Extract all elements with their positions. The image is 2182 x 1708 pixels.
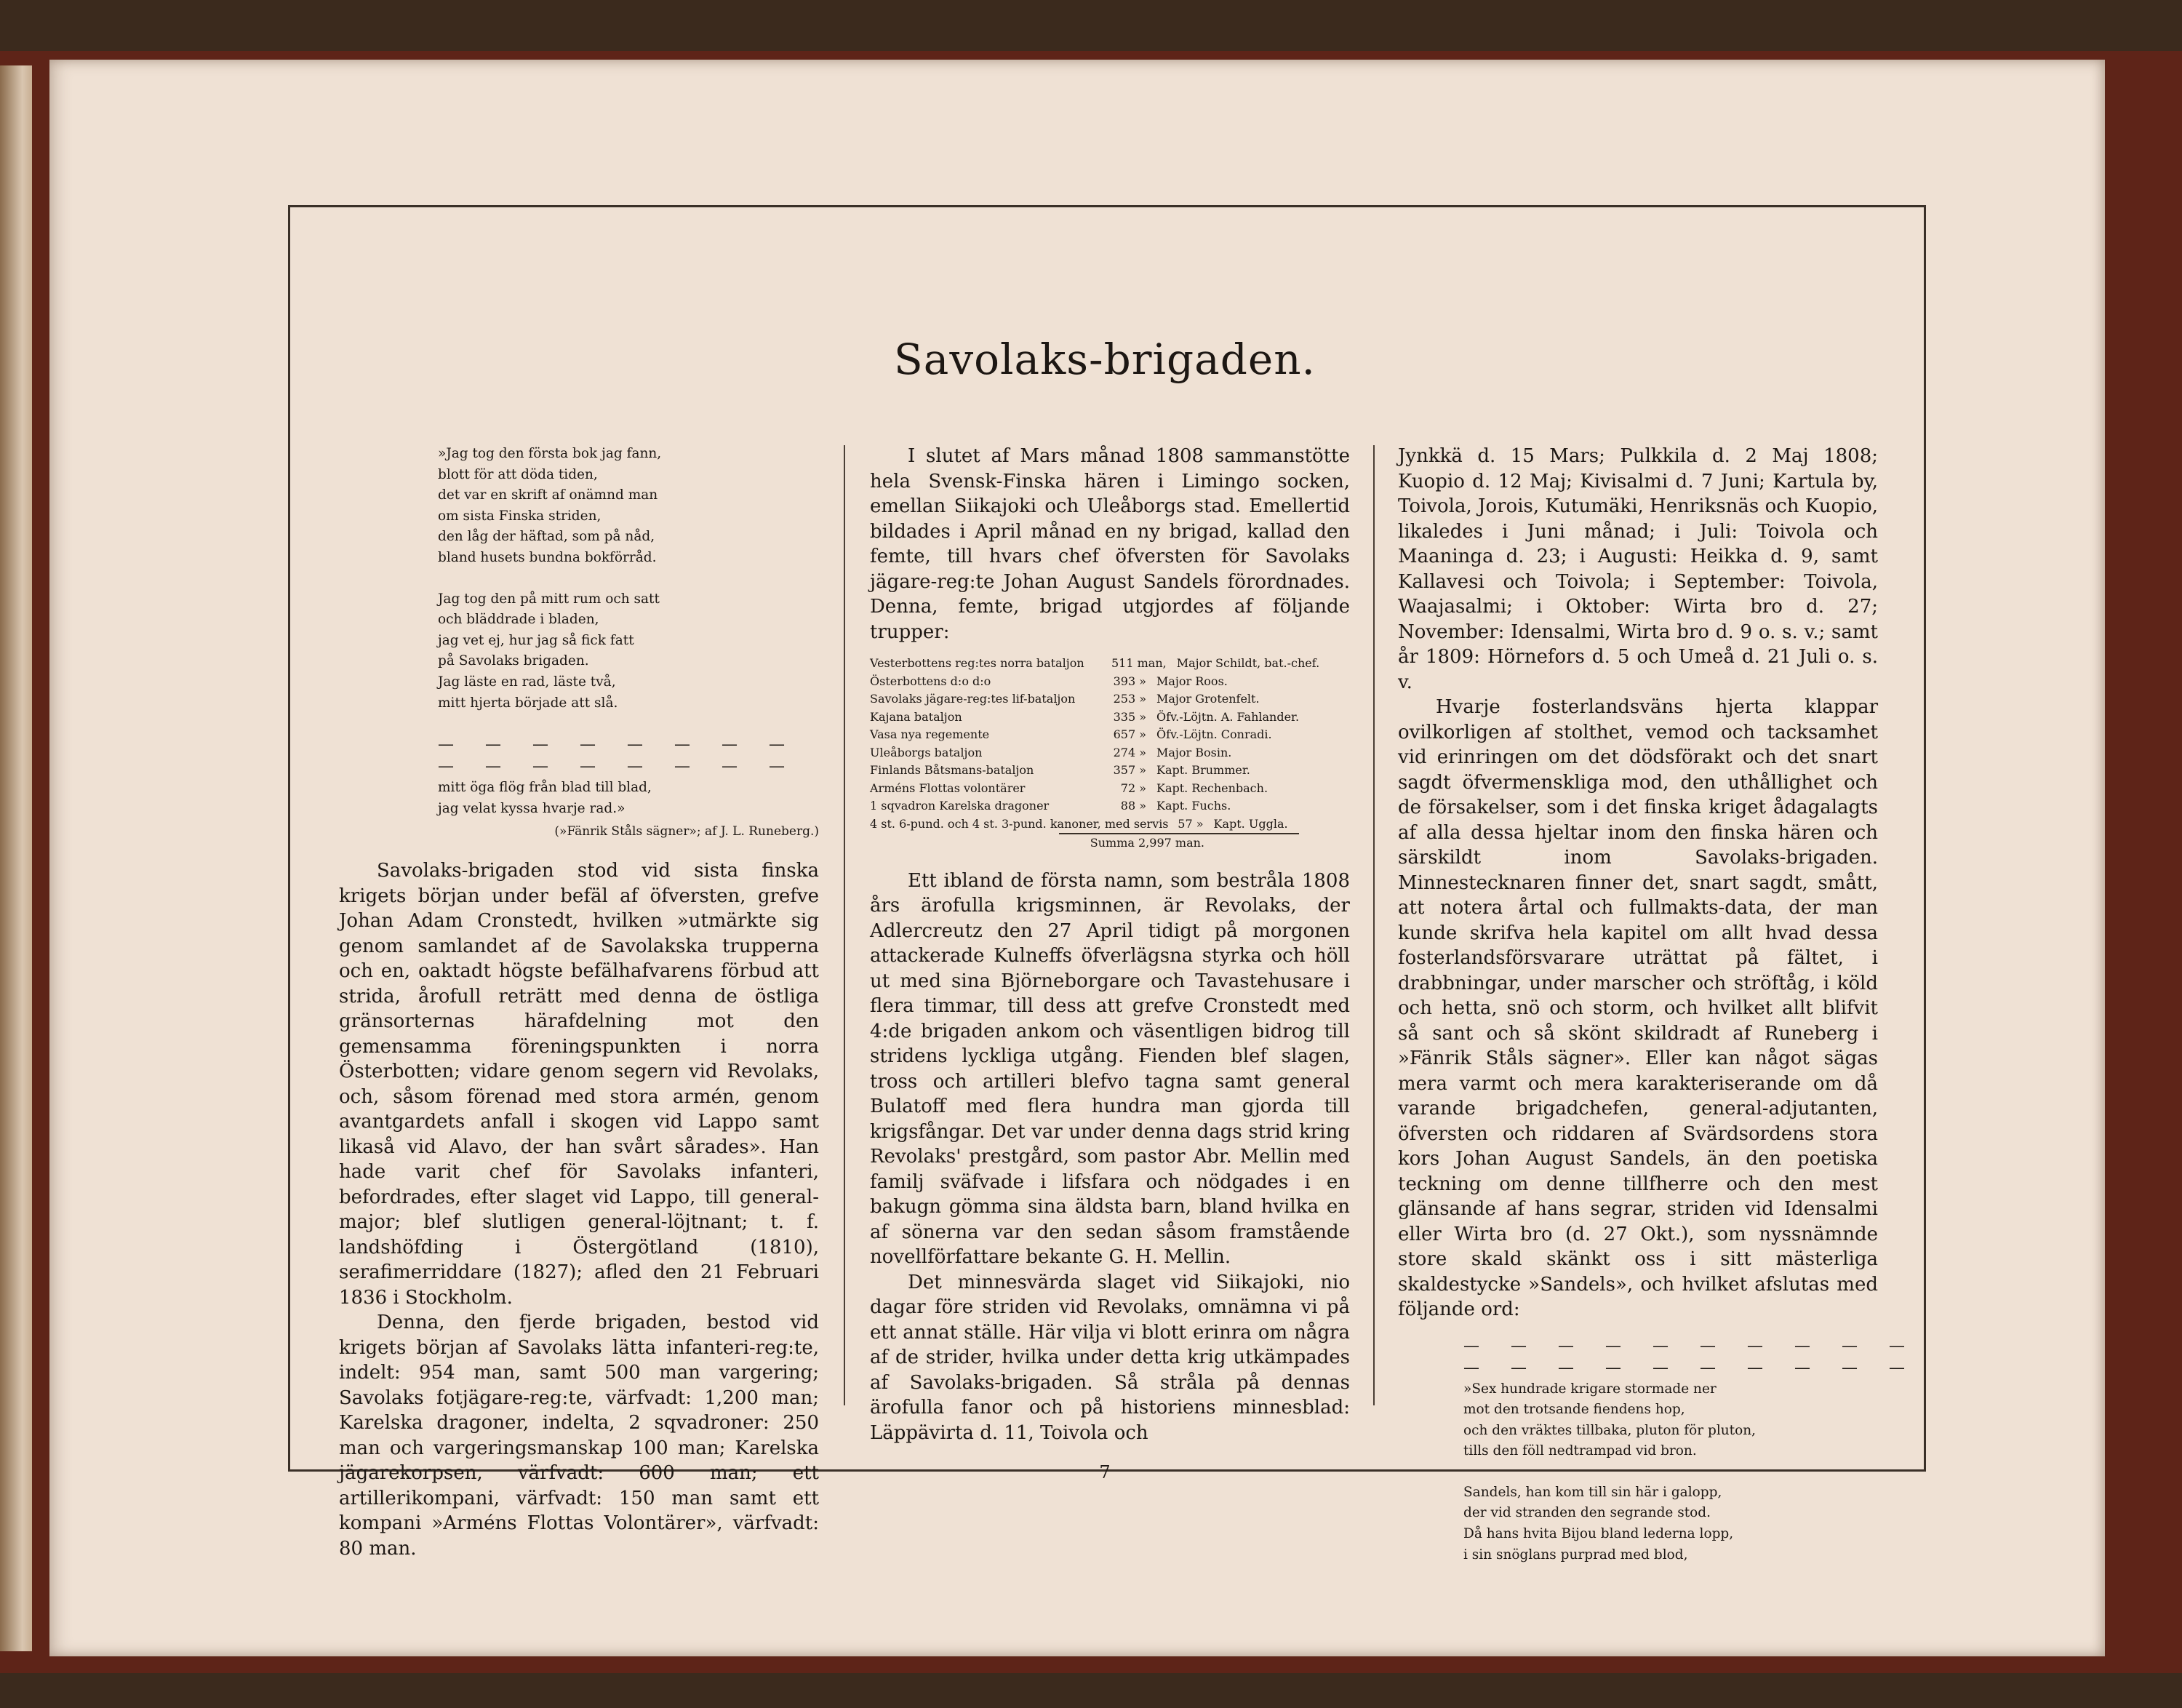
poem-line: blott för att döda tiden, bbox=[438, 466, 598, 482]
troop-commander: Major Roos. bbox=[1156, 674, 1228, 688]
poem-line: der vid stranden den segrande stod. bbox=[1463, 1505, 1711, 1521]
troop-commander: Öfv.-Löjtn. Conradi. bbox=[1156, 727, 1272, 741]
poem-line: om sista Finska striden, bbox=[438, 508, 602, 524]
poem-line: »Sex hundrade krigare stormade ner bbox=[1463, 1381, 1717, 1397]
troop-count: 335 » bbox=[1113, 709, 1146, 724]
poem-line: på Savolaks brigaden. bbox=[438, 653, 589, 669]
troop-row bbox=[870, 797, 1350, 815]
poem-line: mitt öga flög från blad till blad, bbox=[438, 780, 652, 796]
ellipsis-dashes: — — — — — — — — bbox=[438, 757, 798, 776]
troop-unit: Kajana bataljon bbox=[870, 709, 962, 724]
troop-commander: Öfv.-Löjtn. A. Fahlander. bbox=[1156, 709, 1300, 724]
poem-line: Då hans hvita Bijou bland lederna lopp, bbox=[1463, 1526, 1734, 1542]
troop-unit: Uleåborgs bataljon bbox=[870, 745, 983, 759]
column-1 bbox=[339, 444, 819, 1561]
poem-line: Jag läste en rad, läste två, bbox=[438, 674, 616, 690]
troop-row bbox=[870, 744, 1350, 762]
troop-commander: Major Schildt, bat.-chef. bbox=[1176, 656, 1320, 670]
troop-row bbox=[870, 690, 1350, 709]
troop-count: 57 » bbox=[1178, 816, 1204, 831]
troop-row bbox=[870, 815, 1350, 834]
troop-row bbox=[870, 709, 1350, 727]
troop-row bbox=[870, 762, 1350, 780]
column-rule bbox=[844, 445, 845, 1405]
troop-sum: Summa 2,997 man. bbox=[1059, 833, 1299, 853]
paragraph: Jynkkä d. 15 Mars; Pulkkila d. 2 Maj 1808; Kuopio d. 12 Maj; Kivisalmi d. 7 Juni; Kartula by, Toivola, Jorois, Kutumäki, Henriksnäs och Kuopio, likaledes i Juni månad; i Juli: Toivola och Maaninga d. 23; i Augusti: Heikka d. 9, samt Kallavesi och Toivola; i September: Toivola, Waajasalmi; i Oktober: Wirta bro d. 27; November: Idensalmi, Wirta bro d. 9 o. s. v.; samt år 1809: Hörnefors d. 5 och Umeå d. 21 Juli o. s. v. bbox=[1398, 445, 1878, 693]
stanza-gap bbox=[438, 714, 819, 734]
poem-line: »Jag tog den första bok jag fann, bbox=[438, 446, 662, 461]
troop-count: 274 » bbox=[1113, 745, 1146, 759]
troop-unit: Vesterbottens reg:tes norra bataljon bbox=[870, 656, 1084, 670]
poem-line: Jag tog den på mitt rum och satt bbox=[438, 591, 660, 607]
poem-line: mitt hjerta började att slå. bbox=[438, 695, 618, 711]
troop-commander: Kapt. Uggla. bbox=[1213, 816, 1288, 831]
poem-line: bland husets bundna bokförråd. bbox=[438, 549, 657, 565]
troop-row bbox=[870, 673, 1350, 691]
troop-row bbox=[870, 655, 1350, 673]
poem-line: och den vräktes tillbaka, pluton för pluton, bbox=[1463, 1422, 1757, 1438]
troop-commander: Kapt. Rechenbach. bbox=[1156, 781, 1268, 795]
paragraph: Hvarje fosterlandsväns hjerta klappar ovilkorligen af stolthet, vemod och tacksamhet vid erinringen om det dödsförakt och det snart sagdt öfvermenskliga mod, den uthållighet och de försakelser, som i det finska kriget ådagalagts af alla dessa hjeltar inom den finska hären och särskildt inom Savolaks-brigaden. Minnestecknaren finner det, snart sagdt, smått, att notera årtal och fullmakts-data, der man kunde skrifva hela kapitel om allt hvad dessa fosterlandsförsvarare uträttat på fältet, i drabbningar, under marscher och ströftåg, i köld och hetta, snö och storm, och hvilket allt blifvit så sant och så skönt skildradt af Runeberg i »Fänrik Ståls sägner». Eller kan något sägas mera varmt och mera karakteriserande om då varande brigadchefen, general-adjutanten, öfversten och riddaren af Svärdsordens stora kors Johan August Sandels, än den poetiska teckning om denne tillfherre och den mest glänsande af hans segrar, striden vid Idensalmi eller Wirta bro (d. 27 Okt.), som nyssnämnde store skald skänkt oss i sitt mästerliga skaldestycke »Sandels», och hvilket afslutas med följande ord: bbox=[1398, 696, 1878, 1320]
poem-line: den låg der häftad, som på nåd, bbox=[438, 529, 655, 545]
troop-unit: 4 st. 6-pund. och 4 st. 3-pund. kanoner, med servis bbox=[870, 816, 1169, 831]
poem-line: tills den föll nedtrampad vid bron. bbox=[1463, 1443, 1697, 1459]
poem-line: Sandels, han kom till sin här i galopp, bbox=[1463, 1484, 1722, 1500]
column-2 bbox=[870, 444, 1350, 1445]
troop-commander: Major Grotenfelt. bbox=[1156, 692, 1260, 706]
column-rule bbox=[1373, 445, 1375, 1405]
troop-row bbox=[870, 780, 1350, 798]
ellipsis-dashes: — — — — — — — — — — bbox=[1463, 1336, 1918, 1355]
troop-commander: Major Bosin. bbox=[1156, 745, 1232, 759]
troop-count: 393 » bbox=[1113, 674, 1146, 688]
poem-line: i sin snöglans purprad med blod, bbox=[1463, 1547, 1688, 1563]
column-3 bbox=[1398, 444, 1918, 1565]
troop-unit: Arméns Flottas volontärer bbox=[870, 781, 1026, 795]
poem-line: det var en skrift af onämnd man bbox=[438, 487, 658, 503]
troop-row bbox=[870, 726, 1350, 744]
troop-commander: Kapt. Brummer. bbox=[1156, 763, 1250, 777]
poem-line: och bläddrade i bladen, bbox=[438, 612, 599, 628]
paragraph: Denna, den fjerde brigaden, bestod vid krigets början af Savolaks lätta infanteri-reg:te, indelt: 954 man, samt 500 man vargering; Savolaks fotjägare-reg:te, värfvadt: 1,200 man; Karelska dragoner, indelta, 2 sqvadroner: 250 man och vargeringsmanskap 100 man; Karelska jägarekorpsen, värfvadt: 600 man; ett artillerikompani, värfvadt: 150 man samt ett kompani »Arméns Flottas Volontärer», värfvadt: 80 man. bbox=[339, 1312, 819, 1560]
troop-count: 88 » bbox=[1120, 799, 1146, 813]
troop-unit: 1 sqvadron Karelska dragoner bbox=[870, 799, 1050, 813]
paragraph: Savolaks-brigaden stod vid sista finska krigets början under befäl af öfversten, grefve Johan Adam Cronstedt, hvilken »utmärkte sig genom samlandet af de Savolakska trupperna och en, oaktadt högste befälhafvarens förbud att strida, årofull reträtt med denna de östliga gränsorternas härafdelning mot den gemensamma föreningspunkten i norra Österbotten; vidare genom segern vid Revolaks, och, såsom förenad med stora armén, genom avantgardets anfall i skogen vid Lappo samt likaså vid Alavo, der han svårt sårades». Han hade varit chef för Savolaks infanteri, befordrades, efter slaget vid Lappo, till general-major; blef slutligen general-löjtnant; t. f. landshöfding i Östergötland (1810), serafimerriddare (1827); afled den 21 Februari 1836 i Stockholm. bbox=[339, 860, 819, 1309]
left-page-edge bbox=[0, 65, 32, 1651]
poem-excerpt bbox=[1463, 1336, 1918, 1566]
troop-count: 72 » bbox=[1120, 781, 1146, 795]
poem-line: jag velat kyssa hvarje rad.» bbox=[438, 800, 626, 816]
paragraph: I slutet af Mars månad 1808 sammanstötte hela Svensk-Finska hären i Limingo socken, emellan Siikajoki och Uleåborgs stad. Emellertid bildades i April månad en ny brigad, kallad den femte, till hvars chef öfversten för Savolaks jägare-reg:te Johan August Sandels förordnades. Denna, femte, brigad utgjordes af följande trupper: bbox=[870, 445, 1350, 643]
troop-commander: Kapt. Fuchs. bbox=[1156, 799, 1231, 813]
poem-excerpt bbox=[438, 444, 819, 819]
paragraph: Ett ibland de första namn, som bestråla 1808 års ärofulla krigsminnen, är Revolaks, der Adlercreutz den 27 April tidigt på morgonen attackerade Kulneffs öfverlägsna styrka och höll ut med sina Björneborgare och Tavastehusare i flera timmar, till dess att grefve Cronstedt med 4:de brigaden ankom och väsentligen bidrog till stridens lyckliga utgång. Fienden blef slagen, tross och artilleri blefvo tagna samt general Bulatoff med flera hundra man gjorda till krigsfångar. Det var under denna dags strid kring Revolaks' prestgård, som pastor Abr. Mellin med familj sväfvade i lifsfara och nödgades i en bakugn gömma sina äldsta barn, bland hvilka en af sönerna var den sedan såsom framstående novellförfattare bekante G. H. Mellin. bbox=[870, 869, 1350, 1268]
troop-unit: Österbottens d:o d:o bbox=[870, 674, 991, 688]
page-title: Savolaks-brigaden. bbox=[894, 335, 1316, 384]
troop-unit: Savolaks jägare-reg:tes lif-bataljon bbox=[870, 692, 1076, 706]
stanza-gap bbox=[438, 569, 819, 589]
troop-count: 511 man, bbox=[1111, 656, 1167, 670]
page-number: 7 bbox=[1099, 1462, 1111, 1482]
ellipsis-dashes: — — — — — — — — — — bbox=[1463, 1358, 1918, 1377]
troop-count: 657 » bbox=[1113, 727, 1146, 741]
troop-count: 253 » bbox=[1113, 692, 1146, 706]
ellipsis-dashes: — — — — — — — — bbox=[438, 735, 798, 754]
troop-unit: Finlands Båtsmans-bataljon bbox=[870, 763, 1034, 777]
poem-citation: (»Fänrik Ståls sägner»; af J. L. Runeberg.) bbox=[554, 824, 819, 839]
paragraph: Det minnesvärda slaget vid Siikajoki, nio dagar före striden vid Revolaks, omnämna vi på ett annat ställe. Här vilja vi blott erinra om några af de strider, hvilka under detta krig utkämpades af Savolaks-brigaden. Så stråla på dennas ärofulla fanor och på historiens minnesblad: Läppävirta d. 11, Toivola och bbox=[870, 1271, 1350, 1444]
poem-line: jag vet ej, hur jag så fick fatt bbox=[438, 632, 634, 648]
troop-table bbox=[870, 655, 1350, 853]
troop-count: 357 » bbox=[1113, 763, 1146, 777]
poem-line: mot den trotsande fiendens hop, bbox=[1463, 1402, 1685, 1418]
troop-unit: Vasa nya regemente bbox=[870, 727, 990, 741]
